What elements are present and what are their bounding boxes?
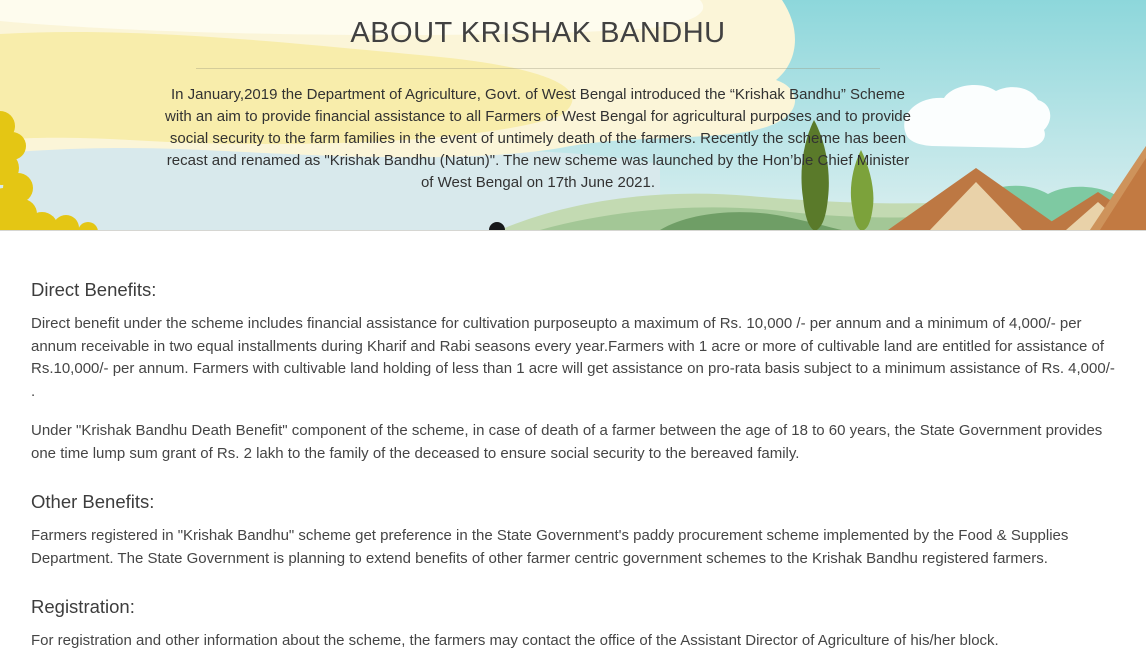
page-title: ABOUT KRISHAK BANDHU [350, 17, 726, 49]
direct-benefits-paragraph-2: Under "Krishak Bandhu Death Benefit" component of the scheme, in case of death of a farmer between the age of 18 to 60 years, the State Government provides one time lump sum grant of Rs. 2 lakh to the family of the deceased to ensure social security to the bereaved family. [31, 422, 1103, 462]
intro-paragraph: In January,2019 the Department of Agriculture, Govt. of West Bengal introduced the “Krishak Bandhu” Scheme with an aim to provide financial assistance to all Farmers of West Bengal for agricultural purposes and to provide social security to the farm families in the event of untimely death of the farmers. Recently the scheme has been recast and renamed as "Krishak Bandhu (Natun)". The new scheme was launched by the Hon’ble Chief Minister of West Bengal on 17th June 2021. [165, 86, 911, 191]
hero-banner [0, 0, 1146, 231]
other-benefits-paragraph: Farmers registered in "Krishak Bandhu" scheme get preference in the State Government's paddy procurement scheme implemented by the Food & Supplies Department. The State Government is planning to extend benefits of other farmer centric government schemes to the Krishak Bandhu registered farmers. [31, 527, 1069, 567]
heading-registration: Registration: [31, 596, 135, 617]
section-other-benefits [31, 491, 1115, 570]
direct-benefits-paragraph-1: Direct benefit under the scheme includes financial assistance for cultivation purposeupto a maximum of Rs. 10,000 /- per annum and a minimum of 4,000/- per annum receivable in two equal installments during Kharif and Rabi seasons every year.Farmers with 1 acre or more of cultivable land are entitled for assistance of Rs.10,000/- per annum. Farmers with cultivable land holding of less than 1 acre will get assistance on pro-rata basis subject to a minimum assistance of Rs. 4,000/- . [31, 315, 1115, 400]
heading-other-benefits: Other Benefits: [31, 491, 155, 512]
heading-direct-benefits: Direct Benefits: [31, 279, 157, 300]
registration-paragraph: For registration and other information about the scheme, the farmers may contact the office of the Assistant Director of Agriculture of his/her block. [31, 632, 999, 649]
title-divider [196, 68, 880, 69]
hero-content [160, 0, 916, 194]
section-direct-benefits [31, 279, 1115, 465]
section-registration [31, 596, 1115, 653]
page-content [0, 279, 1146, 653]
